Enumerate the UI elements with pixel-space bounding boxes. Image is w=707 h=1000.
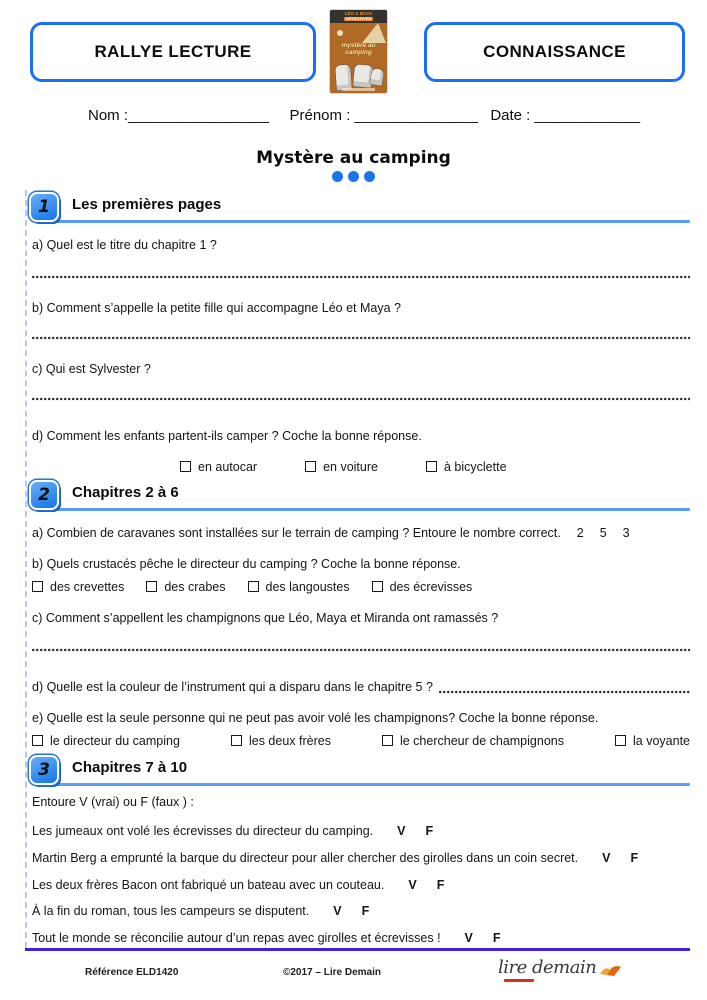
checkbox-option[interactable] (231, 734, 331, 749)
prenom-label: Prénom : (289, 107, 351, 124)
lire-demain-logo (498, 956, 622, 982)
vf-statement (32, 931, 690, 946)
faux-choice[interactable]: F (436, 878, 445, 892)
vrai-faux-instruction: Entoure V (vrai) ou F (faux ) : (32, 795, 194, 809)
checkbox-option[interactable] (32, 580, 124, 595)
section-chapitres-2-6 (32, 480, 690, 749)
section-underline (46, 508, 690, 511)
rallye-lecture-box (30, 22, 316, 82)
checkbox-option[interactable] (180, 460, 257, 475)
left-margin-line (25, 190, 27, 948)
checkbox-icon (32, 581, 43, 592)
statement-text: Les jumeaux ont volé les écrevisses du directeur du camping. (32, 824, 374, 838)
checkbox-icon (372, 581, 383, 592)
checkbox-icon (231, 735, 242, 746)
checkbox-option[interactable] (248, 580, 350, 595)
blue-dot-icon (348, 171, 359, 182)
option-label: en voiture (323, 460, 378, 474)
checkbox-icon (382, 735, 393, 746)
page-title: Mystère au camping (256, 148, 451, 168)
vf-statement (32, 824, 690, 839)
reference-text: Référence ELD1420 (85, 967, 179, 978)
option-label: le chercheur de champignons (399, 734, 564, 748)
number-choice[interactable]: 2 (576, 526, 584, 540)
date-line[interactable]: ____________ (534, 107, 641, 124)
checkbox-icon (426, 461, 437, 472)
checkbox-icon (248, 581, 259, 592)
connaissance-label: CONNAISSANCE (483, 42, 626, 61)
option-label: la voyante (633, 734, 690, 748)
rallye-lecture-label: RALLYE LECTURE (94, 42, 252, 61)
vrai-choice[interactable]: V (397, 824, 406, 838)
option-label: des écrevisses (389, 580, 473, 594)
logo-text: lire demain (498, 956, 597, 978)
vf-statement (32, 904, 690, 919)
section-chapitres-7-10 (32, 755, 690, 946)
tent-illustration (362, 23, 386, 43)
question-2e: e) Quelle est la seule personne qui ne peut pas avoir volé les champignons? Coche la bonne réponse. (32, 711, 599, 725)
section-underline (46, 783, 690, 786)
checkbox-icon (305, 461, 316, 472)
section-title: Chapitres 2 à 6 (72, 484, 179, 501)
section-header (32, 480, 690, 514)
checkbox-icon (32, 735, 43, 746)
faux-choice[interactable]: F (630, 851, 639, 865)
answer-dotted-line[interactable] (32, 275, 690, 279)
question-2b: b) Quels crustacés pêche le directeur du camping ? Coche la bonne réponse. (32, 557, 461, 571)
book-cover (330, 10, 387, 93)
answer-dotted-line[interactable] (439, 690, 690, 694)
section-title: Les premières pages (72, 196, 222, 213)
question-1d: d) Comment les enfants partent-ils camper ? Coche la bonne réponse. (32, 429, 422, 443)
option-label: des langoustes (265, 580, 350, 594)
question-2a (32, 526, 690, 541)
section-title: Chapitres 7 à 10 (72, 759, 188, 776)
options-row-1d (32, 460, 690, 475)
option-label: des crevettes (50, 580, 125, 594)
connaissance-box (424, 22, 685, 82)
character-illustration (335, 65, 352, 91)
number-choice[interactable]: 3 (622, 526, 630, 540)
options-row-2b (32, 580, 690, 595)
section-underline (46, 220, 690, 223)
answer-dotted-line[interactable] (32, 336, 690, 340)
checkbox-option[interactable] (382, 734, 564, 749)
statement-text: À la fin du roman, tous les campeurs se disputent. (32, 904, 310, 918)
section-number-badge: 3 (29, 755, 59, 785)
option-label: les deux frères (248, 734, 331, 748)
vrai-choice[interactable]: V (408, 878, 417, 892)
footer-divider (25, 948, 690, 951)
checkbox-option[interactable] (146, 580, 225, 595)
vrai-choice[interactable]: V (464, 931, 473, 945)
answer-dotted-line[interactable] (32, 397, 690, 401)
vf-statement (32, 851, 690, 866)
logo-subtext (504, 979, 534, 982)
checkbox-option[interactable] (426, 460, 507, 475)
cover-author-text (342, 88, 375, 91)
option-label: en autocar (198, 460, 258, 474)
options-row-2e (32, 734, 690, 749)
section-header (32, 755, 690, 789)
question-1a: a) Quel est le titre du chapitre 1 ? (32, 238, 217, 252)
blue-dot-icon (364, 171, 375, 182)
nom-line[interactable]: ________________ (128, 107, 270, 124)
statement-text: Martin Berg a emprunté la barque du directeur pour aller chercher des girolles dans un coin secret. (32, 851, 579, 865)
section-header (32, 192, 690, 226)
book-cover-title: mystère au camping (341, 42, 376, 57)
checkbox-icon (146, 581, 157, 592)
book-cover-series-band (330, 10, 387, 23)
faux-choice[interactable]: F (361, 904, 370, 918)
moon-illustration (337, 30, 343, 36)
vrai-choice[interactable]: V (602, 851, 611, 865)
blue-dot-icon (332, 171, 343, 182)
date-label: Date : (490, 107, 531, 124)
title-dots (0, 171, 707, 182)
copyright-text: ©2017 – Lire Demain (283, 967, 381, 978)
character-illustration (370, 68, 385, 86)
checkbox-option[interactable] (32, 734, 180, 749)
book-series-title: LÉO & MAYA (344, 11, 373, 17)
option-label: des crabes (164, 580, 226, 594)
statement-text: Tout le monde se réconcilie autour d’un repas avec girolles et écrevisses ! (32, 931, 441, 945)
question-2d-text: d) Quelle est la couleur de l’instrument qui a disparu dans le chapitre 5 ? (32, 680, 433, 694)
vf-statement (32, 878, 690, 893)
option-label: à bicyclette (443, 460, 507, 474)
answer-dotted-line[interactable] (32, 648, 690, 652)
vrai-choice[interactable]: V (333, 904, 342, 918)
checkbox-option[interactable] (615, 734, 690, 749)
question-1c: c) Qui est Sylvester ? (32, 362, 151, 376)
identity-row (88, 107, 641, 124)
prenom-line[interactable]: ______________ (354, 107, 479, 124)
question-2c: c) Comment s’appellent les champignons que Léo, Maya et Miranda ont ramassés ? (32, 611, 499, 625)
section-premieres-pages (32, 192, 690, 475)
statement-text: Les deux frères Bacon ont fabriqué un bateau avec un couteau. (32, 878, 385, 892)
checkbox-icon (615, 735, 626, 746)
nom-label: Nom : (88, 107, 129, 124)
question-2d (32, 680, 690, 695)
question-1b: b) Comment s’appelle la petite fille qui accompagne Léo et Maya ? (32, 301, 401, 315)
book-series-subtitle: DÉTECTIVES (345, 15, 372, 21)
number-choice[interactable]: 5 (599, 526, 607, 540)
checkbox-option[interactable] (372, 580, 473, 595)
faux-choice[interactable]: F (425, 824, 434, 838)
section-number-badge: 1 (29, 192, 59, 222)
checkbox-icon (180, 461, 191, 472)
checkbox-option[interactable] (305, 460, 378, 475)
faux-choice[interactable]: F (492, 931, 501, 945)
logo-swoosh-icon (598, 962, 622, 978)
section-number-badge: 2 (29, 480, 59, 510)
question-2a-text: a) Combien de caravanes sont installées sur le terrain de camping ? Entoure le nombre correct. (32, 526, 561, 540)
option-label: le directeur du camping (50, 734, 180, 748)
